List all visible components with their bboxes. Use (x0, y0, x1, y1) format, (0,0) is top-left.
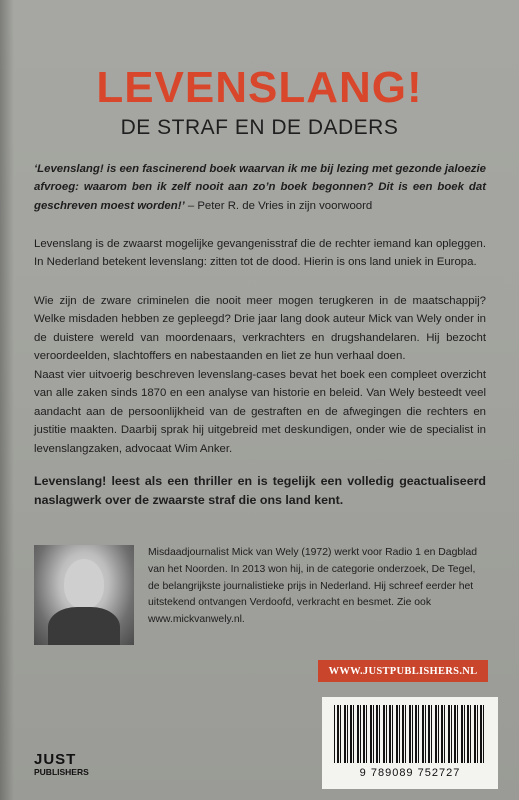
author-photo-body (48, 607, 120, 645)
review-quote (34, 160, 486, 215)
paragraph-criminals: Wie zijn de zware criminelen die nooit meer mogen terugkeren in de maatschappij? Welke misdaden hebben ze gepleegd? Drie jaar lang dook auteur Mick van Wely onder in de duistere wereld van moordenaars, verkrachters en drugshandelaren. Hij bezocht veroordeelden, slachtoffers en nabestaanden en liet ze hun verhaal doen. (34, 295, 486, 363)
isbn-number: 9 789089 752727 (359, 767, 461, 779)
quote-attribution: – Peter R. de Vries in zijn voorwoord (184, 199, 373, 212)
barcode-bars (334, 705, 486, 763)
paragraph-summary: Levenslang! leest als een thriller en is tegelijk een volledig geactualiseerd naslagwerk over de zwaarste straf die ons land kent. (34, 474, 486, 507)
paragraph-cases: Naast vier uitvoerig beschreven levenslang-cases bevat het boek een compleet overzicht van alle zaken sinds 1870 en een analyse van historie en beleid. Van Wely besteedt veel aandacht aan de persoonlijkheid van de gestraften en de afwegingen die rechters en justitie maakten. Daarbij sprak hij uitgebreid met deskundigen, onder wie de specialist in levenslangzaken, advocaat Wim Anker. (34, 369, 486, 455)
logo-line-1: JUST (34, 751, 77, 768)
book-title: LEVENSLANG! (96, 63, 423, 112)
author-photo (34, 545, 134, 645)
isbn-barcode (322, 697, 498, 789)
author-bio: Misdaadjournalist Mick van Wely (1972) werkt voor Radio 1 en Dagblad van het Noorden. In 2013 won hij, in de categorie onderzoek, De Tegel, de belangrijkste journalistieke prijs in Nederland. Hij schreef eerder het uitstekend ontvangen Verdoofd, verkracht en besmet. Zie ook www.mickvanwely.nl. (148, 547, 477, 626)
logo-line-2: PUBLISHERS (34, 767, 89, 777)
publisher-logo (34, 752, 94, 782)
publisher-url: WWW.JUSTPUBLISHERS.NL (318, 660, 488, 682)
author-photo-head (64, 559, 104, 609)
quote-text: ‘Levenslang! is een fascinerend boek waarvan ik me bij lezing met gezonde jaloezie afvroeg: waarom ben ik zelf nooit aan zo’n boek begonnen? Dit is een boek dat geschreven moest worden!’ (34, 163, 486, 212)
paragraph-intro: Levenslang is de zwaarst mogelijke gevangenisstraf die de rechter iemand kan opleggen. In Nederland betekent levenslang: zitten tot de dood. Hierin is ons land uniek in Europa. (34, 238, 486, 269)
book-subtitle: DE STRAF EN DE DADERS (120, 116, 399, 139)
